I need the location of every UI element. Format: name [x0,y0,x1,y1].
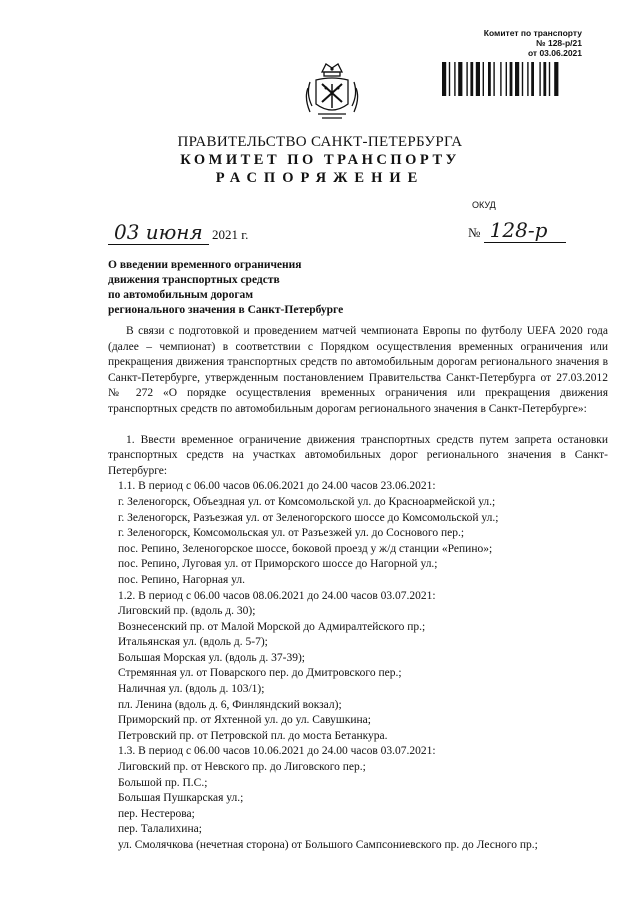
list-item: пл. Ленина (вдоль д. 6, Финляндский вокзал); [118,698,342,711]
subject-line: по автомобильным дорогам [108,289,254,301]
document-type: РАСПОРЯЖЕНИЕ [215,170,425,186]
subject-line: О введении временного ограничения [108,259,302,271]
list-item: 1.3. В период с 06.00 часов 10.06.2021 до 24.00 часов 03.07.2021: [118,745,436,758]
list-item: Вознесенский пр. от Малой Морской до Адмиралтейского пр.; [118,620,426,633]
list-item: Большая Морская ул. (вдоль д. 37-39); [118,651,306,664]
document-number [468,218,566,243]
okud-label: ОКУД [472,200,496,210]
list-item: г. Зеленогорск, Комсомольская ул. от Разъезжей ул. до Соснового пер.; [118,527,465,540]
stamp-line-3: от 03.06.2021 [527,48,582,58]
government-title: ПРАВИТЕЛЬСТВО САНКТ-ПЕТЕРБУРГА [177,134,463,150]
subject-line: движения транспортных средств [108,274,280,286]
subject-line: регионального значения в Санкт-Петербурге [108,304,344,316]
handwritten-number: 128-р [489,218,548,242]
stamp-line-2: № 128-р/21 [536,38,582,48]
document-body [108,324,608,854]
list-item: г. Зеленогорск, Разъезжая ул. от Зеленогорского шоссе до Комсомольской ул.; [118,511,499,524]
list-item: пос. Репино, Нагорная ул. [118,573,245,586]
list-item: 1.2. В период с 06.00 часов 08.06.2021 до 24.00 часов 03.07.2021: [118,589,436,602]
list-item: ул. Смолячкова (нечетная сторона) от Большого Сампсониевского пр. до Лесного пр.; [118,839,538,851]
stamp-line-1: Комитет по транспорту [483,28,582,38]
list-item: пер. Талалихина; [118,823,202,836]
list-item: Петровский пр. от Петровской пл. до моста Бетанкура. [118,729,388,742]
list-item: 1.1. В период с 06.00 часов 06.06.2021 до 24.00 часов 23.06.2021: [118,480,436,493]
number-prefix: № [468,225,481,240]
list-item: Лиговский пр. от Невского пр. до Лиговского пер.; [118,761,366,774]
list-item: Большая Пушкарская ул.; [118,792,244,805]
coat-of-arms-icon [304,58,360,126]
preamble-paragraph: В связи с подготовкой и проведением матчей чемпионата Европы по футболу UEFA 2020 года (далее – чемпионат) в соответствии с Порядком осуществления временных ограничения или прекращения движения транспортных средств по автомобильным дорогам регионального значения в Санкт-Петербурге, утвержденным постановлением Правительства Санкт-Петербурга от 27.03.2012 № 272 «О порядке осуществления временных ограничения или прекращения движения транспортных средств по автомобильным дорогам регионального значения в Санкт-Петербурге»: [108,325,608,415]
document-date [108,220,248,245]
committee-title: КОМИТЕТ ПО ТРАНСПОРТУ [180,152,460,168]
list-item: пос. Репино, Зеленогорское шоссе, боковой проезд у ж/д станции «Репино»; [118,542,493,555]
date-year: 2021 г. [211,227,249,242]
list-item: Лиговский пр. (вдоль д. 30); [118,605,256,618]
list-item: пер. Нестерова; [118,807,195,820]
handwritten-date: 03 июня [114,220,203,244]
item-1-paragraph: 1. Ввести временное ограничение движения транспортных средств путем запрета остановки транспортных средств на участках автомобильных дорог регионального значения в Санкт-Петербурге: [108,433,608,477]
registration-stamp [452,28,582,58]
list-item: Итальянская ул. (вдоль д. 5-7); [118,636,268,649]
list-item: пос. Репино, Луговая ул. от Приморского шоссе до Нагорной ул.; [118,558,438,571]
list-item: г. Зеленогорск, Объездная ул. от Комсомольской ул. до Красноармейской ул.; [118,495,496,508]
list-item: Большой пр. П.С.; [118,776,208,789]
list-item: Стремянная ул. от Поварского пер. до Дмитровского пер.; [118,667,402,680]
list-item: Приморский пр. от Яхтенной ул. до ул. Савушкина; [118,714,371,727]
document-subject [108,258,408,318]
barcode-icon [442,62,582,96]
list-item: Наличная ул. (вдоль д. 103/1); [118,683,265,696]
